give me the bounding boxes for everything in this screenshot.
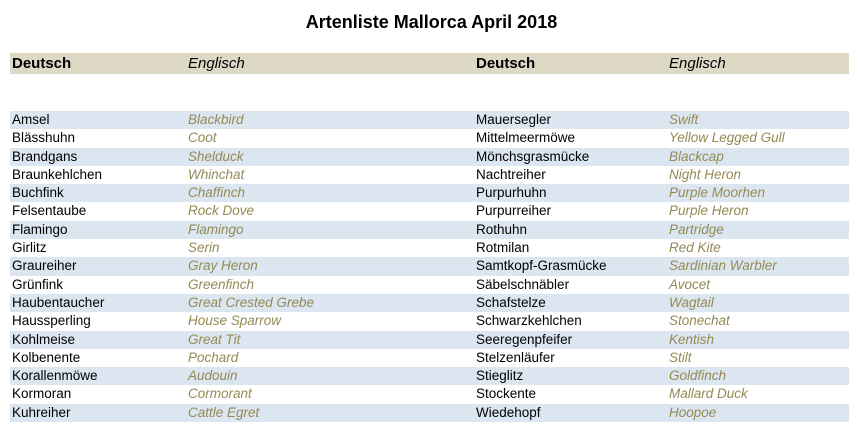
species-german-left: Kolbenente <box>12 349 81 365</box>
species-english-left: Audouin <box>188 368 238 384</box>
table-row <box>10 294 849 312</box>
table-header <box>10 53 849 74</box>
species-german-left: Felsentaube <box>12 203 87 219</box>
table-row <box>10 276 849 294</box>
species-english-right: Kentish <box>669 331 715 347</box>
table-row <box>10 148 849 166</box>
species-english-left: House Sparrow <box>188 313 282 329</box>
species-german-right: Seeregenpfeifer <box>476 331 573 347</box>
species-german-left: Kuhreiher <box>12 404 71 420</box>
species-english-right: Blackcap <box>669 148 724 164</box>
table-row <box>10 202 849 220</box>
species-english-left: Greenfinch <box>188 276 255 292</box>
species-english-right: Swift <box>669 112 699 127</box>
header-deutsch-right: Deutsch <box>476 55 536 72</box>
species-english-left: Gray Heron <box>188 258 258 274</box>
species-english-left: Blackbird <box>188 112 244 127</box>
species-german-left: Grünfink <box>12 276 64 292</box>
table-row <box>10 331 849 349</box>
species-german-right: Rotmilan <box>476 240 530 256</box>
species-english-right: Partridge <box>669 221 724 237</box>
species-german-left: Buchfink <box>12 185 64 201</box>
species-english-left: Coot <box>188 130 217 146</box>
table-row <box>10 367 849 385</box>
species-english-right: Purple Heron <box>669 203 749 219</box>
species-english-right: Hoopoe <box>669 404 717 420</box>
species-german-right: Mittelmeermöwe <box>476 130 576 146</box>
table-row <box>10 129 849 147</box>
species-german-right: Stockente <box>476 386 537 402</box>
header-deutsch-left: Deutsch <box>12 55 72 72</box>
species-german-right: Purpurhuhn <box>476 185 547 201</box>
table-row <box>10 312 849 330</box>
species-english-left: Shelduck <box>188 148 244 164</box>
species-german-left: Flamingo <box>12 221 68 237</box>
species-german-right: Säbelschnäbler <box>476 276 570 292</box>
species-english-left: Rock Dove <box>188 203 255 219</box>
species-german-right: Purpurreiher <box>476 203 552 219</box>
species-german-right: Stelzenläufer <box>476 349 555 365</box>
species-german-left: Kormoran <box>12 386 72 402</box>
species-english-right: Avocet <box>669 276 711 292</box>
table-row <box>10 221 849 239</box>
species-english-left: Cattle Egret <box>188 404 260 420</box>
table-row <box>10 111 849 129</box>
species-english-right: Yellow Legged Gull <box>669 130 785 146</box>
table-row <box>10 349 849 367</box>
header-englisch-right: Englisch <box>669 55 726 72</box>
species-german-right: Stieglitz <box>476 368 524 384</box>
table-row <box>10 257 849 275</box>
species-english-left: Serin <box>188 240 220 256</box>
species-german-right: Schwarzkehlchen <box>476 313 582 329</box>
species-german-left: Graureiher <box>12 258 77 274</box>
species-english-right: Red Kite <box>669 240 721 256</box>
species-english-right: Night Heron <box>669 166 742 182</box>
species-table-body <box>10 111 849 422</box>
species-english-right: Mallard Duck <box>669 386 748 402</box>
species-german-right: Mauersegler <box>476 112 552 127</box>
species-german-right: Samtkopf-Grasmücke <box>476 258 607 274</box>
table-row <box>10 184 849 202</box>
page-title: Artenliste Mallorca April 2018 <box>305 12 558 32</box>
species-german-left: Brandgans <box>12 148 78 164</box>
species-german-right: Mönchsgrasmücke <box>476 148 590 164</box>
table-row <box>10 166 849 184</box>
table-row <box>10 385 849 403</box>
species-german-left: Korallenmöwe <box>12 368 98 384</box>
species-english-left: Great Crested Grebe <box>188 294 315 310</box>
species-english-right: Goldfinch <box>669 368 727 384</box>
species-english-left: Cormorant <box>188 386 252 402</box>
species-english-right: Wagtail <box>669 294 714 310</box>
species-german-left: Blässhuhn <box>12 130 76 146</box>
species-german-left: Girlitz <box>12 240 47 256</box>
species-english-right: Sardinian Warbler <box>669 258 777 274</box>
header-englisch-left: Englisch <box>188 55 245 72</box>
species-english-left: Flamingo <box>188 221 244 237</box>
species-german-left: Braunkehlchen <box>12 166 103 182</box>
species-german-left: Haussperling <box>12 313 91 329</box>
species-german-right: Schafstelze <box>476 294 546 310</box>
species-german-right: Nachtreiher <box>476 166 546 182</box>
species-german-right: Rothuhn <box>476 221 528 237</box>
species-english-left: Pochard <box>188 349 239 365</box>
species-english-left: Whinchat <box>188 166 245 182</box>
species-german-right: Wiedehopf <box>476 404 541 420</box>
species-english-right: Stilt <box>669 349 692 365</box>
table-row <box>10 239 849 257</box>
species-english-right: Purple Moorhen <box>669 185 766 201</box>
species-german-left: Kohlmeise <box>12 331 76 347</box>
species-english-left: Chaffinch <box>188 185 246 201</box>
species-english-left: Great Tit <box>188 331 241 347</box>
species-german-left: Amsel <box>12 112 50 127</box>
table-row <box>10 404 849 422</box>
species-german-left: Haubentaucher <box>12 294 105 310</box>
species-english-right: Stonechat <box>669 313 730 329</box>
